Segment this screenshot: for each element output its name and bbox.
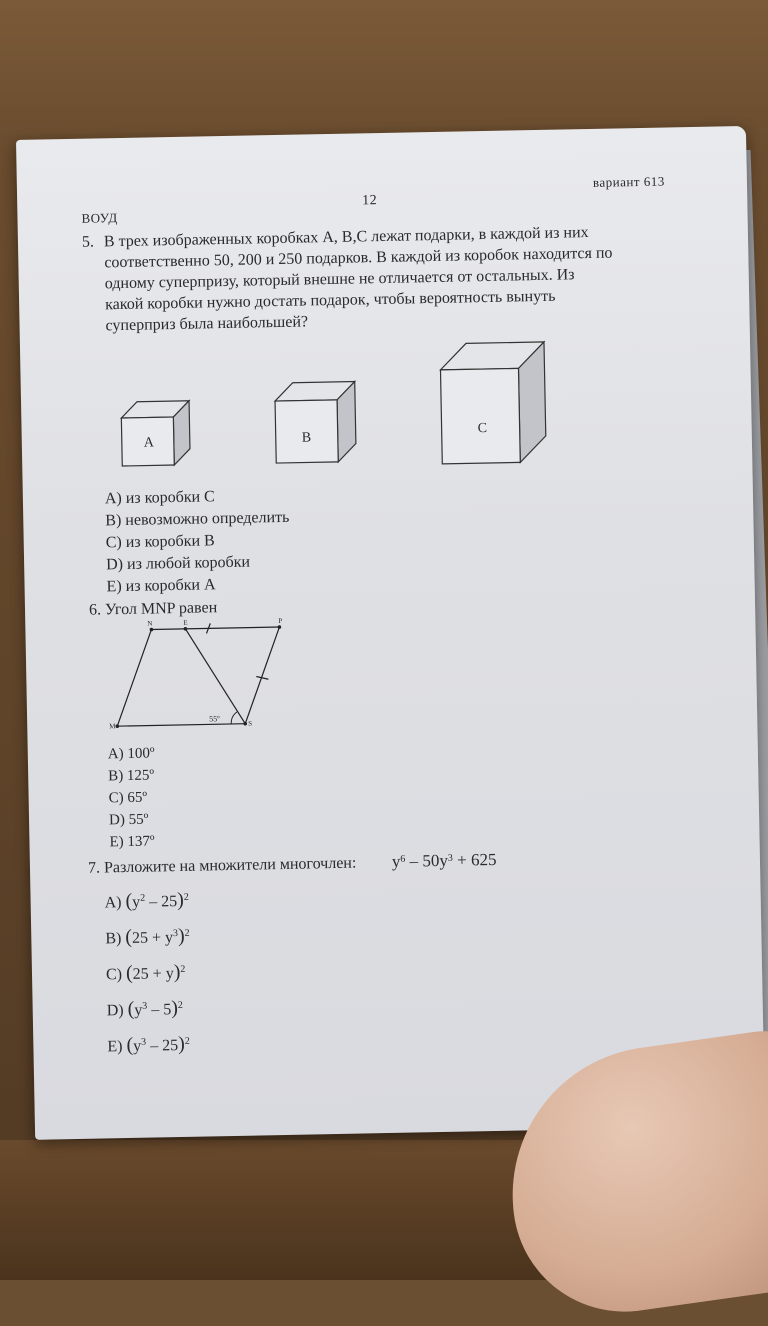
page-number: 12 [362, 193, 378, 209]
q5-line-1: В трех изображенных коробках A, B,C лежат подарки, в каждой из них [103, 224, 589, 251]
box-c [438, 340, 552, 466]
vertex-s: S [248, 719, 253, 728]
header-left: ВОУД [81, 210, 118, 226]
vertex-p: P [278, 616, 283, 626]
vertex-m: M [109, 722, 116, 731]
vertex-e: E [183, 618, 188, 627]
q7-answer-b: B) $(25 + y^3)^2$ [105, 924, 190, 949]
q5-answer-c: C) из коробки В [105, 532, 215, 552]
q5-answer-a: A) из коробки С [104, 488, 215, 508]
box-b [273, 377, 367, 467]
q5-number: 5. [81, 233, 95, 251]
q7-answer-a: A) $(y^2 - 25)^2$ [104, 888, 189, 913]
q6-answer-a: A) 100º [107, 745, 155, 763]
q5-answer-d: D) из любой коробки [106, 553, 251, 574]
q6-title: 6. Угол MNP равен [88, 599, 218, 619]
q6-answer-c: C) 65º [108, 789, 148, 807]
q7-answer-c: C) $(25 + y)^2$ [105, 960, 186, 985]
q7-answer-d: D) $(y^3 - 5)^2$ [106, 997, 183, 1021]
angle-label: 55º [209, 714, 220, 724]
q7-title: 7. Разложите на множители многочлен: [87, 854, 357, 877]
test-page [16, 126, 765, 1140]
box-b-label: B [301, 430, 312, 446]
q7-polynomial: $y^6 - 50y^3 + 625$ [391, 849, 497, 871]
q5-answer-b: B) невозможно определить [105, 508, 290, 530]
q7-answer-e: E) $(y^3 - 25)^2$ [107, 1032, 190, 1057]
q6-answer-e: E) 137º [109, 833, 155, 851]
q5-line-5: суперприз была наибольшей? [105, 313, 309, 335]
box-c-label: C [477, 421, 488, 437]
q5-line-2: соответственно 50, 200 и 250 подарков. В каждой из коробок находится по [104, 244, 613, 272]
box-a [119, 397, 200, 471]
q5-answer-e: E) из коробки А [106, 576, 216, 596]
q5-line-3: одному суперпризу, который внешне не отличается от остальных. Из [104, 266, 575, 293]
q5-line-4: какой коробки нужно достать подарок, чтобы вероятность вынуть [105, 287, 556, 314]
q6-answer-d: D) 55º [108, 811, 149, 829]
variant-label: вариант 613 [592, 173, 665, 190]
box-a-label: A [143, 435, 155, 451]
vertex-n: N [147, 619, 153, 628]
q6-answer-b: B) 125º [108, 767, 155, 785]
